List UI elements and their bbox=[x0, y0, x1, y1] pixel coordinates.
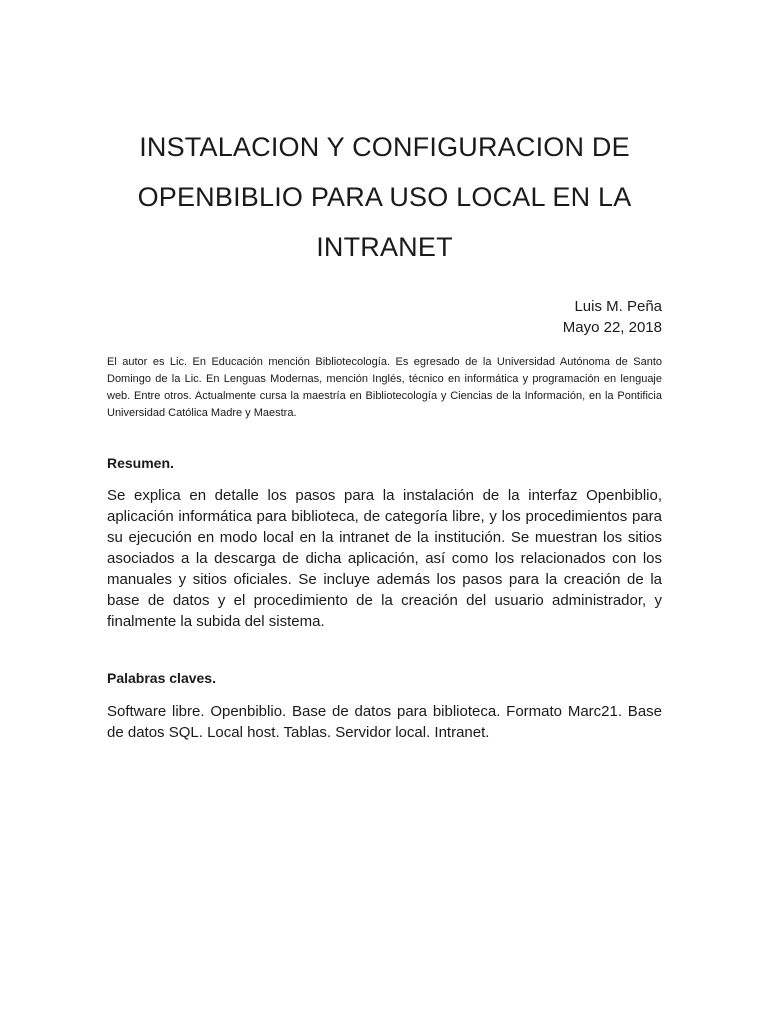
title-line-2: OPENBIBLIO PARA USO LOCAL EN LA bbox=[137, 182, 632, 212]
title-line-1: INSTALACION Y CONFIGURACION DE bbox=[139, 132, 630, 162]
title-line-3: INTRANET bbox=[316, 232, 453, 262]
author-bio: El autor es Lic. En Educación mención Bibliotecología. Es egresado de la Universidad Autónoma de Santo Domingo de la Lic. En Lenguas Modernas, mención Inglés, técnico en informática y programación en lenguaje web. Entre otros. Actualmente cursa la maestría en Bibliotecología y Ciencias de la Información, en la Pontificia Universidad Católica Madre y Maestra. bbox=[107, 356, 662, 419]
author-block bbox=[563, 296, 662, 338]
abstract-text: Se explica en detalle los pasos para la instalación de la interfaz Openbiblio, aplicación informática para biblioteca, de categoría libre, y los procedimientos para su ejecución en modo local en la intranet de la institución. Se muestran los sitios asociados a la descarga de dicha aplicación, así como los relacionados con los manuales y sitios oficiales. Se incluye además los pasos para la creación de la base de datos y el procedimiento de la creación del usuario administrador, y finalmente la subida del sistema. bbox=[107, 487, 662, 630]
publication-date: Mayo 22, 2018 bbox=[562, 319, 662, 336]
keywords-heading: Palabras claves. bbox=[107, 670, 216, 686]
keywords-text: Software libre. Openbiblio. Base de datos para biblioteca. Formato Marc21. Base de datos SQL. Local host. Tablas. Servidor local. Intranet. bbox=[107, 703, 662, 741]
author-name: Luis M. Peña bbox=[574, 298, 662, 315]
document-title bbox=[107, 122, 662, 272]
abstract-heading: Resumen. bbox=[107, 455, 174, 471]
